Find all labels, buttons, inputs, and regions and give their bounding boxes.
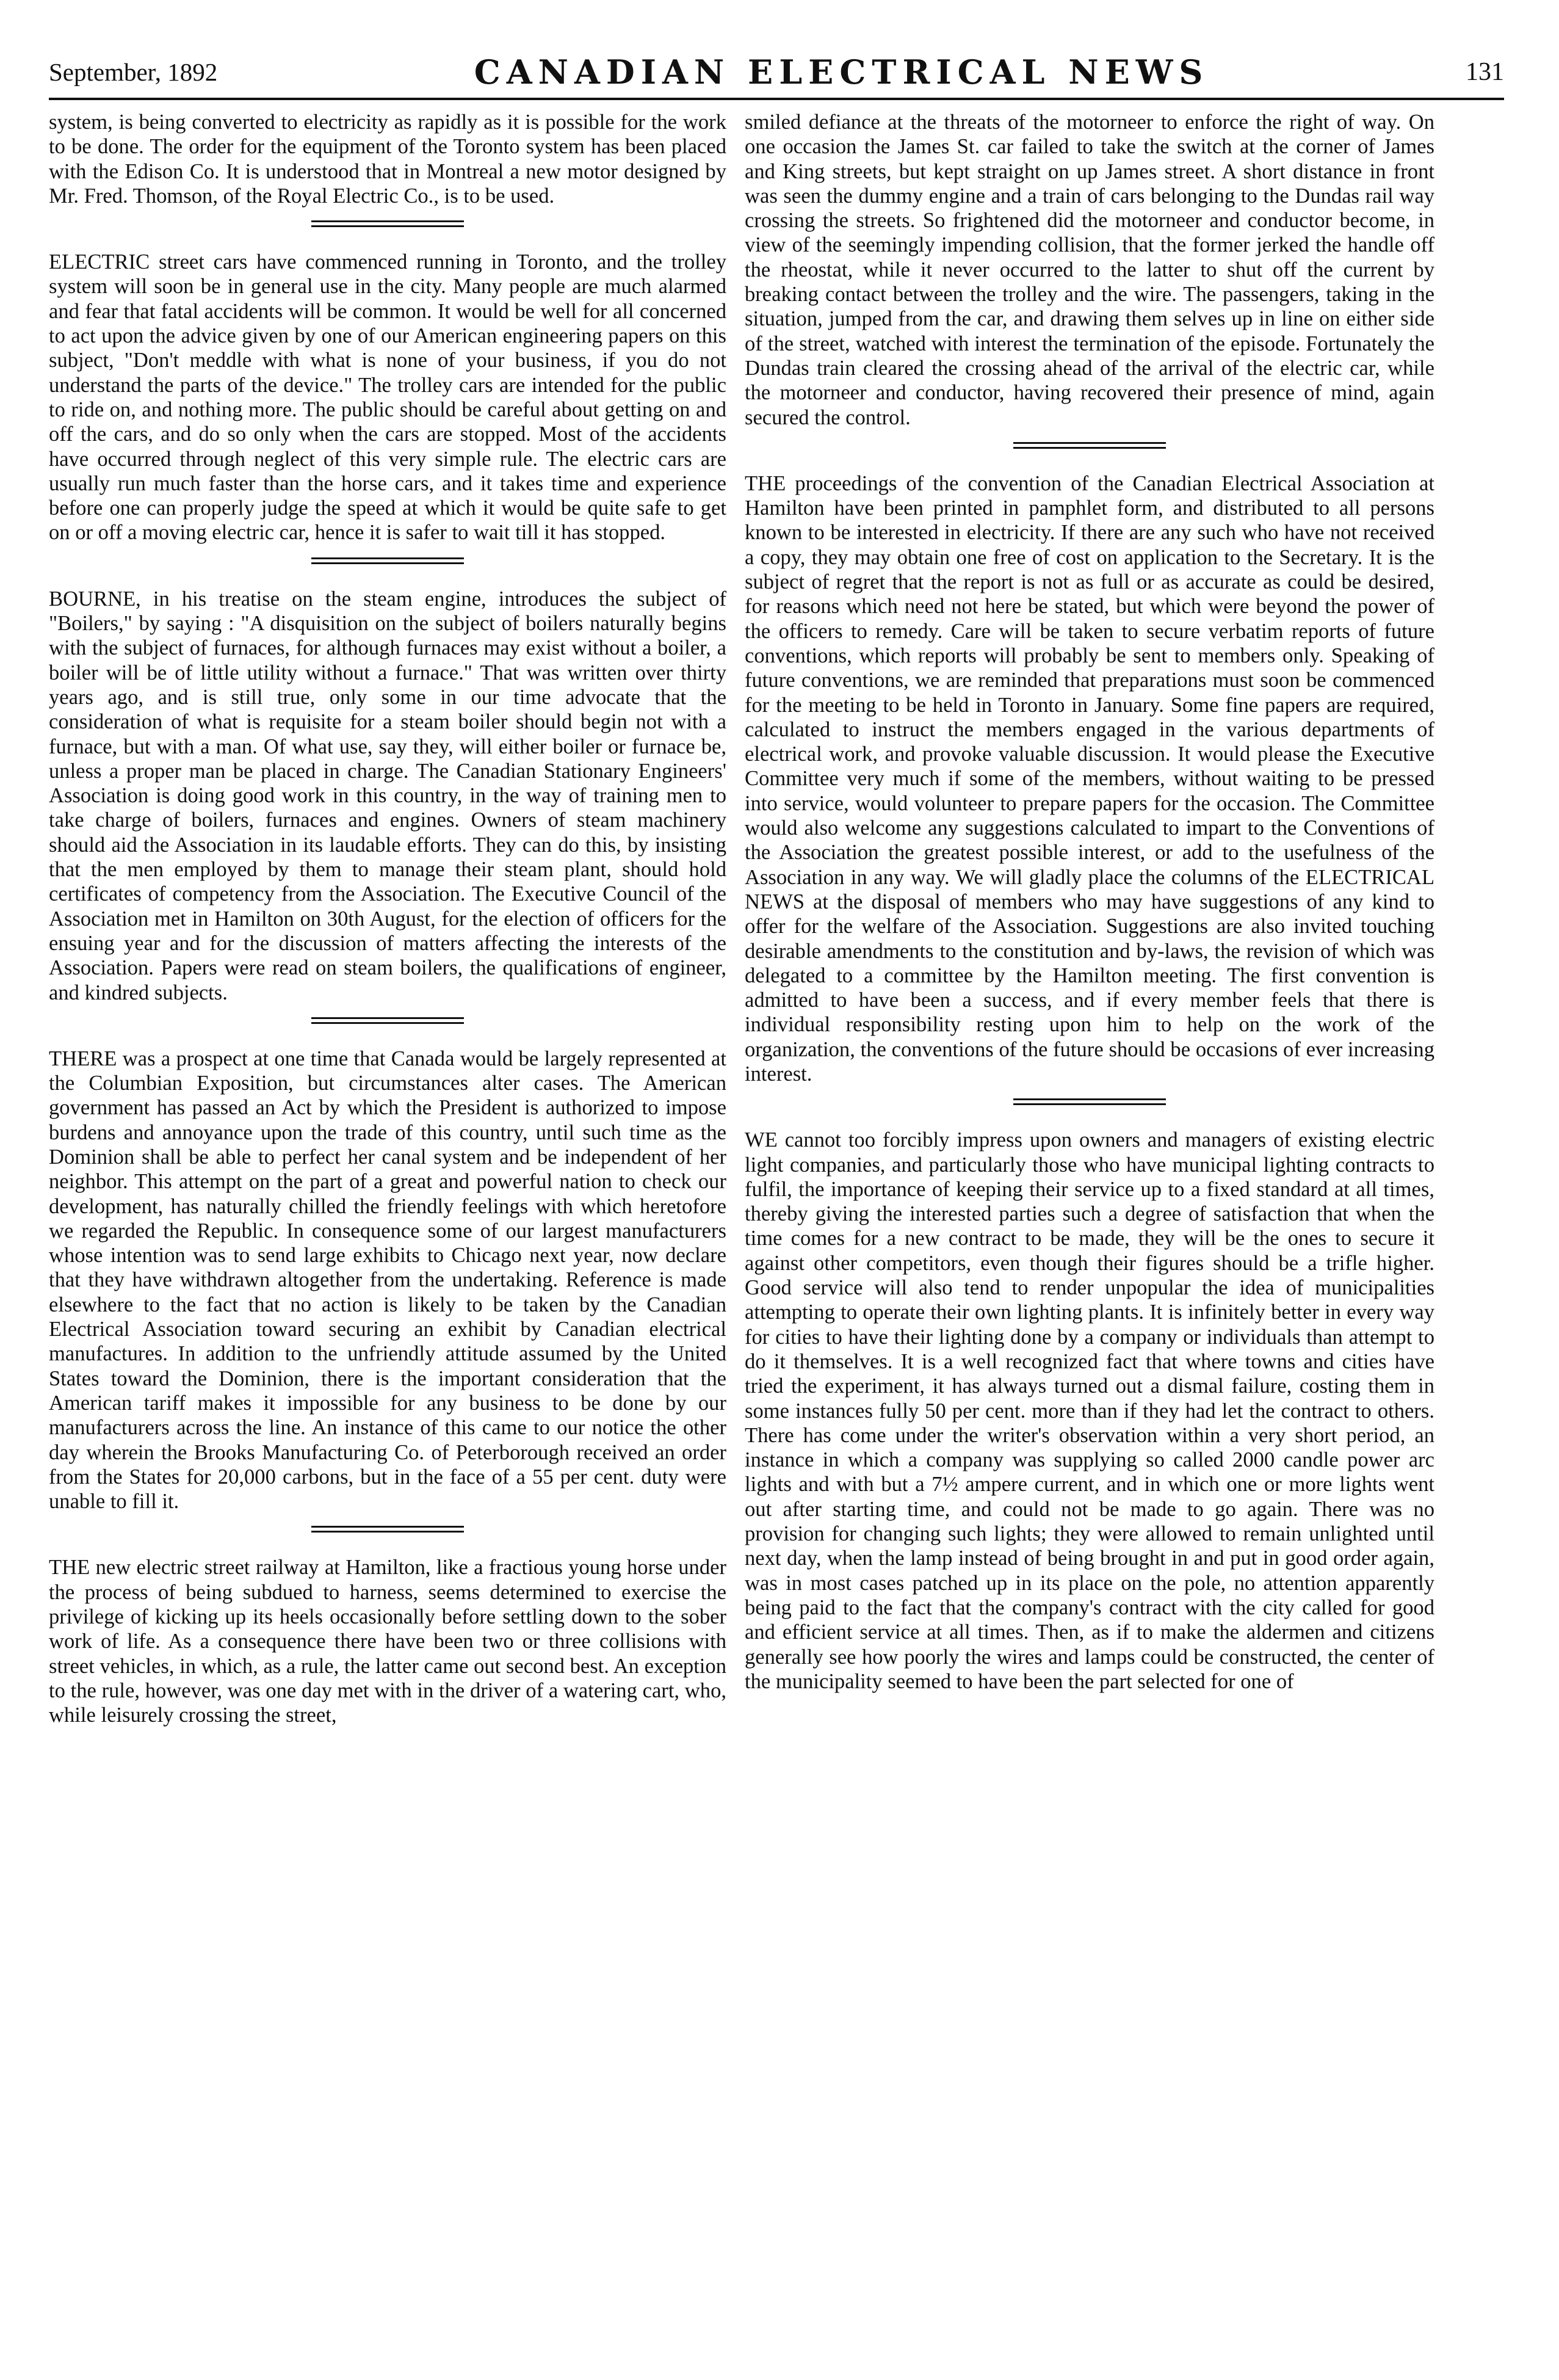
article-motor-system: system, is being converted to electricity as rapidly as it is possible for the work to be done. The order for the equipment of the Toronto system has been placed with the Edison Co. It is understood that in Montreal a new motor designed by Mr. Fred. Thomson, of the Royal Electric Co., is to be used.: [49, 111, 726, 208]
publication-title: CANADIAN ELECTRICAL NEWS: [474, 53, 1209, 92]
page-header: [49, 48, 1504, 96]
page-number: 131: [1466, 58, 1504, 86]
article-divider: [311, 555, 464, 568]
article-columbian-exposition: THERE was a prospect at one time that Canada would be largely represented at the Columbian Exposition, but circumstances alter cases. The American government has passed an Act by which the President is authorized to impose burdens and annoyance upon the trade of this country, until such time as the Dominion shall be able to perfect her canal system and be independent of her neighbor. This attempt on the part of a great and powerful nation to check our development, has naturally chilled the friendly feelings with which heretofore we regarded the Republic. In consequence some of our largest manufacturers whose intention was to send large exhibits to Chicago next year, now declare that they have withdrawn altogether from the undertaking. Reference is made elsewhere to the fact that no action is likely to be taken by the Canadian Electrical Association toward securing an exhibit by Canadian electrical manufactures. In addition to the unfriendly attitude assumed by the United States toward the Dominion, there is the important consideration that the American tariff makes it impossible for any business to be done by our manufacturers across the line. An instance of this came to our notice the other day wherein the Brooks Manufacturing Co. of Peterborough received an order from the States for 20,000 carbons, but in the face of a 55 per cent. duty were unable to fill it.: [49, 1047, 726, 1514]
left-column: [49, 110, 726, 1728]
article-divider: [311, 218, 464, 231]
article-boilers: BOURNE, in his treatise on the steam engine, introduces the subject of "Boilers," by saying : "A disquisition on the subject of boilers naturally begins with the subject of furnaces, for although furnaces may exist without a boiler, a boiler will be of little utility without a furnace." That was written over thirty years ago, and is still true, only some in our time advocate that the consideration of what is requisite for a steam boiler should begin not with a furnace, but with a man. Of what use, say they, will either boiler or furnace be, unless a proper man be placed in charge. The Canadian Stationary Engineers' Association is doing good work in this country, in the way of training men to take charge of boilers, furnaces and engines. Owners of steam machinery should aid the Association in its laudable efforts. They can do this, by insisting that the men employed by them to manage their steam plant, should hold certificates of competency from the Association. The Executive Council of the Association met in Hamilton on 30th August, for the election of officers for the ensuing year and for the discussion of matters affecting the interests of the Association. Papers were read on steam boilers, the qualifications of engineer, and kindred subjects.: [49, 587, 726, 1004]
article-convention-proceedings: THE proceedings of the convention of the Canadian Electrical Association at Hamilton have been printed in pamphlet form, and distributed to all persons known to be interested in electricity. If there are any such who have not received a copy, they may obtain one free of cost on application to the Secretary. It is the subject of regret that the report is not as full or as accurate as could be desired, for reasons which need not here be stated, but which were beyond the power of the officers to remedy. Care will be taken to secure verbatim reports of future conventions, which reports will probably be sent to members only. Speaking of future conventions, we are reminded that preparations must soon be commenced for the meeting to be held in Toronto in January. Some fine papers are required, calculated to instruct the members engaged in the various departments of electrical work, and provoke valuable discussion. It would please the Executive Committee very much if some of the members, without waiting to be pressed into service, would volunteer to prepare papers for the occasion. The Committee would also welcome any suggestions calculated to impart to the Conventions of the Association the greatest possible interest, or add to the usefulness of the Association in any way. We will gladly place the columns of the ELECTRICAL NEWS at the disposal of members who may have suggestions of any kind to offer for the welfare of the Association. Suggestions are also invited touching desirable amendments to the constitution and by-laws, the revision of which was delegated to a committee by the Hamilton meeting. The first convention is admitted to have been a success, and if every member feels that there is individual responsibility resting upon him to help on the work of the organization, the conventions of the future should be occasions of ever increasing interest.: [745, 471, 1434, 1086]
article-electric-street-cars: ELECTRIC street cars have commenced running in Toronto, and the trolley system will soon be in general use in the city. Many people are much alarmed and fear that fatal accidents will be common. It would be well for all concerned to act upon the advice given by one of our American engineering papers on this subject, "Don't meddle with what is none of your business, if you do not understand the parts of the device." The trolley cars are intended for the public to ride on, and nothing more. The public should be careful about getting on and off the cars, and do so only when the cars are stopped. Most of the accidents have occurred through neglect of this very simple rule. The electric cars are usually run much faster than the horse cars, and it takes time and experience before one can properly judge the speed at which it would be quite safe to get on or off a moving electric car, hence it is safer to wait till it has stopped.: [49, 250, 726, 545]
article-divider: [1013, 1096, 1166, 1109]
article-hamilton-railway-continued: smiled defiance at the threats of the motorneer to enforce the right of way. On one occasion the James St. car failed to take the switch at the corner of James and King streets, but kept straight on up James street. A short distance in front was seen the dummy engine and a train of cars belonging to the Dundas rail way crossing the streets. So frightened did the motorneer and conductor become, in view of the seemingly impending collision, that the former jerked the handle off the rheostat, while it never occurred to the latter to shut off the current by breaking contact between the trolley and the wire. The passengers, taking in the situation, jumped from the car, and drawing them selves up in line on either side of the street, watched with interest the termination of the episode. Fortunately the Dundas train cleared the crossing ahead of the arrival of the electric car, while the motorneer and conductor, having recovered their presence of mind, again secured the control.: [745, 111, 1434, 429]
article-divider: [1013, 440, 1166, 453]
article-divider: [311, 1015, 464, 1028]
right-column: [745, 110, 1434, 1694]
header-rule: [49, 98, 1504, 100]
article-hamilton-railway: THE new electric street railway at Hamilton, like a fractious young horse under the process of being subdued to harness, seems determined to exercise the privilege of kicking up its heels occasionally before settling down to the sober work of life. As a consequence there have been two or three collisions with street vehicles, in which, as a rule, the latter came out second best. An exception to the rule, however, was one day met with in the driver of a watering cart, who, while leisurely crossing the street,: [49, 1556, 726, 1727]
issue-date: September, 1892: [49, 58, 218, 86]
article-lighting-contracts: WE cannot too forcibly impress upon owners and managers of existing electric light companies, and particularly those who have municipal lighting contracts to fulfil, the importance of keeping their service up to a fixed standard at all times, thereby giving the interested parties such a degree of satisfaction that when the time comes for a new contract to be made, they will be the ones to secure it against other competitors, even though their figures should be a trifle higher. Good service will also tend to render unpopular the idea of municipalities attempting to operate their own lighting plants. It is infinitely better in every way for cities to have their lighting done by a company or individuals than attempt to do it themselves. It is a well recognized fact that where towns and cities have tried the experiment, it has always turned out a dismal failure, costing them in some instances fully 50 per cent. more than if they had let the contract to others. There has come under the writer's observation within a very short period, an instance in which a company was supplying so called 2000 candle power arc lights and with but a 7½ ampere current, and in which one or more lights went out after starting time, and could not be made to go again. There was no provision for changing such lights; they were allowed to remain unlighted until next day, when the lamp instead of being brought in and put in good order again, was in most cases patched up in its place on the pole, no attention apparently being paid to the fact that the company's contract with the city called for good and efficient service at all times. Then, as if to make the aldermen and citizens generally see how poorly the wires and lamps could be constructed, the center of the municipality seemed to have been the part selected for one of: [745, 1128, 1434, 1693]
article-divider: [311, 1523, 464, 1537]
